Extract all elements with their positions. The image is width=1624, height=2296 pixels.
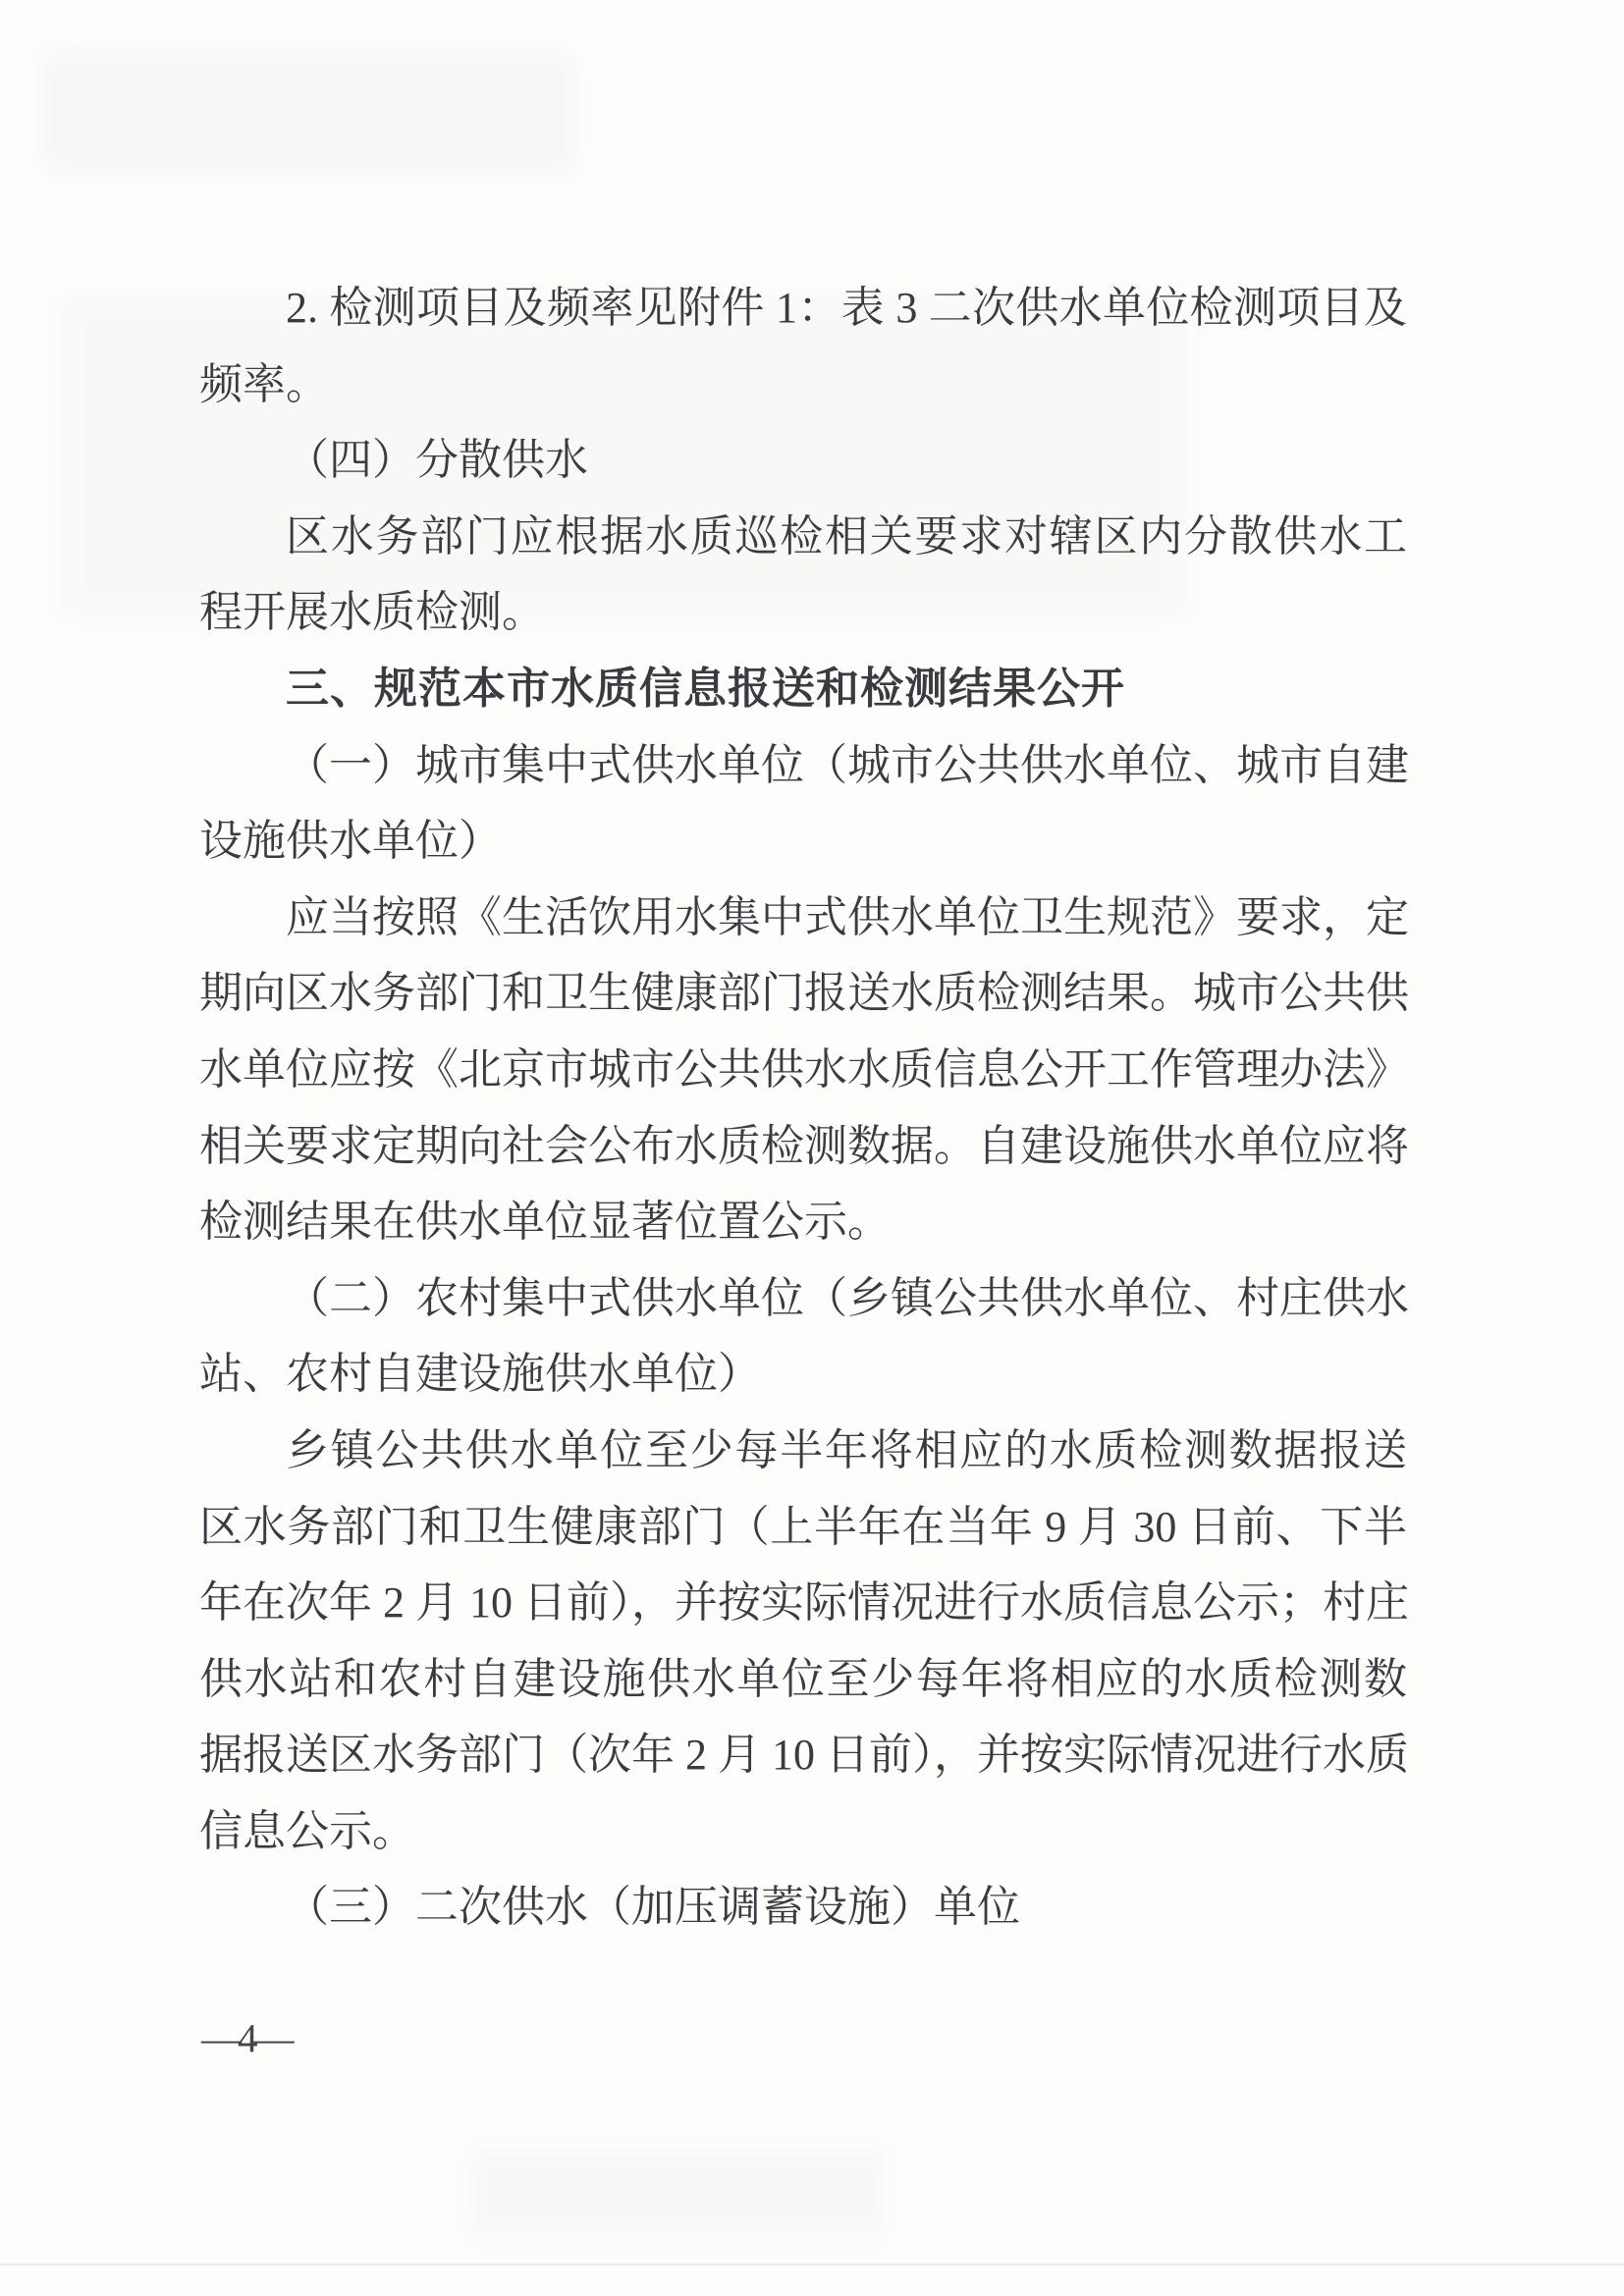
body-line: 供水站和农村自建设施供水单位至少每年将相应的水质检测数 bbox=[199, 1654, 1407, 1703]
subsection-heading-secondary-supply: （三）二次供水（加压调蓄设施）单位 bbox=[286, 1883, 1020, 1932]
body-line: 站、农村自建设施供水单位） bbox=[199, 1350, 761, 1399]
body-line: 期向区水务部门和卫生健康部门报送水质检测结果。城市公共供 bbox=[199, 969, 1409, 1018]
body-line: 区水务部门和卫生健康部门（上半年在当年 9 月 30 日前、下半 bbox=[199, 1502, 1407, 1551]
body-line: 相关要求定期向社会公布水质检测数据。自建设施供水单位应将 bbox=[199, 1121, 1409, 1170]
subsection-heading-urban-centralized: （一）城市集中式供水单位（城市公共供水单位、城市自建 bbox=[286, 740, 1409, 789]
body-line: 应当按照《生活饮用水集中式供水单位卫生规范》要求，定 bbox=[286, 892, 1409, 941]
page-number: —4— bbox=[201, 2015, 291, 2060]
scan-edge-line bbox=[0, 2264, 1624, 2266]
body-line: 年在次年 2 月 10 日前），并按实际情况进行水质信息公示；村庄 bbox=[199, 1578, 1409, 1628]
body-line: 据报送区水务部门（次年 2 月 10 日前），并按实际情况进行水质 bbox=[199, 1731, 1409, 1780]
subsection-heading-rural-centralized: （二）农村集中式供水单位（乡镇公共供水单位、村庄供水 bbox=[286, 1273, 1409, 1322]
body-line: 乡镇公共供水单位至少每半年将相应的水质检测数据报送 bbox=[286, 1425, 1407, 1474]
scan-ghosting-artifact bbox=[44, 54, 574, 172]
body-line: 区水务部门应根据水质巡检相关要求对辖区内分散供水工 bbox=[286, 511, 1407, 561]
document-body bbox=[199, 270, 1407, 1946]
scan-ghosting-artifact bbox=[471, 2150, 884, 2238]
body-line-frequency: 频率。 bbox=[199, 359, 329, 408]
section-heading-info-reporting: 三、规范本市水质信息报送和检测结果公开 bbox=[286, 664, 1125, 713]
body-line: 程开展水质检测。 bbox=[199, 588, 545, 637]
body-line: 设施供水单位） bbox=[199, 817, 502, 866]
body-line-detection-items: 2. 检测项目及频率见附件 1：表 3 二次供水单位检测项目及 bbox=[286, 284, 1407, 332]
body-line: 信息公示。 bbox=[199, 1806, 415, 1855]
body-line: 水单位应按《北京市城市公共供水水质信息公开工作管理办法》 bbox=[199, 1044, 1409, 1094]
body-line: 检测结果在供水单位显著位置公示。 bbox=[199, 1198, 891, 1247]
subsection-heading-dispersed-supply: （四）分散供水 bbox=[286, 436, 588, 485]
